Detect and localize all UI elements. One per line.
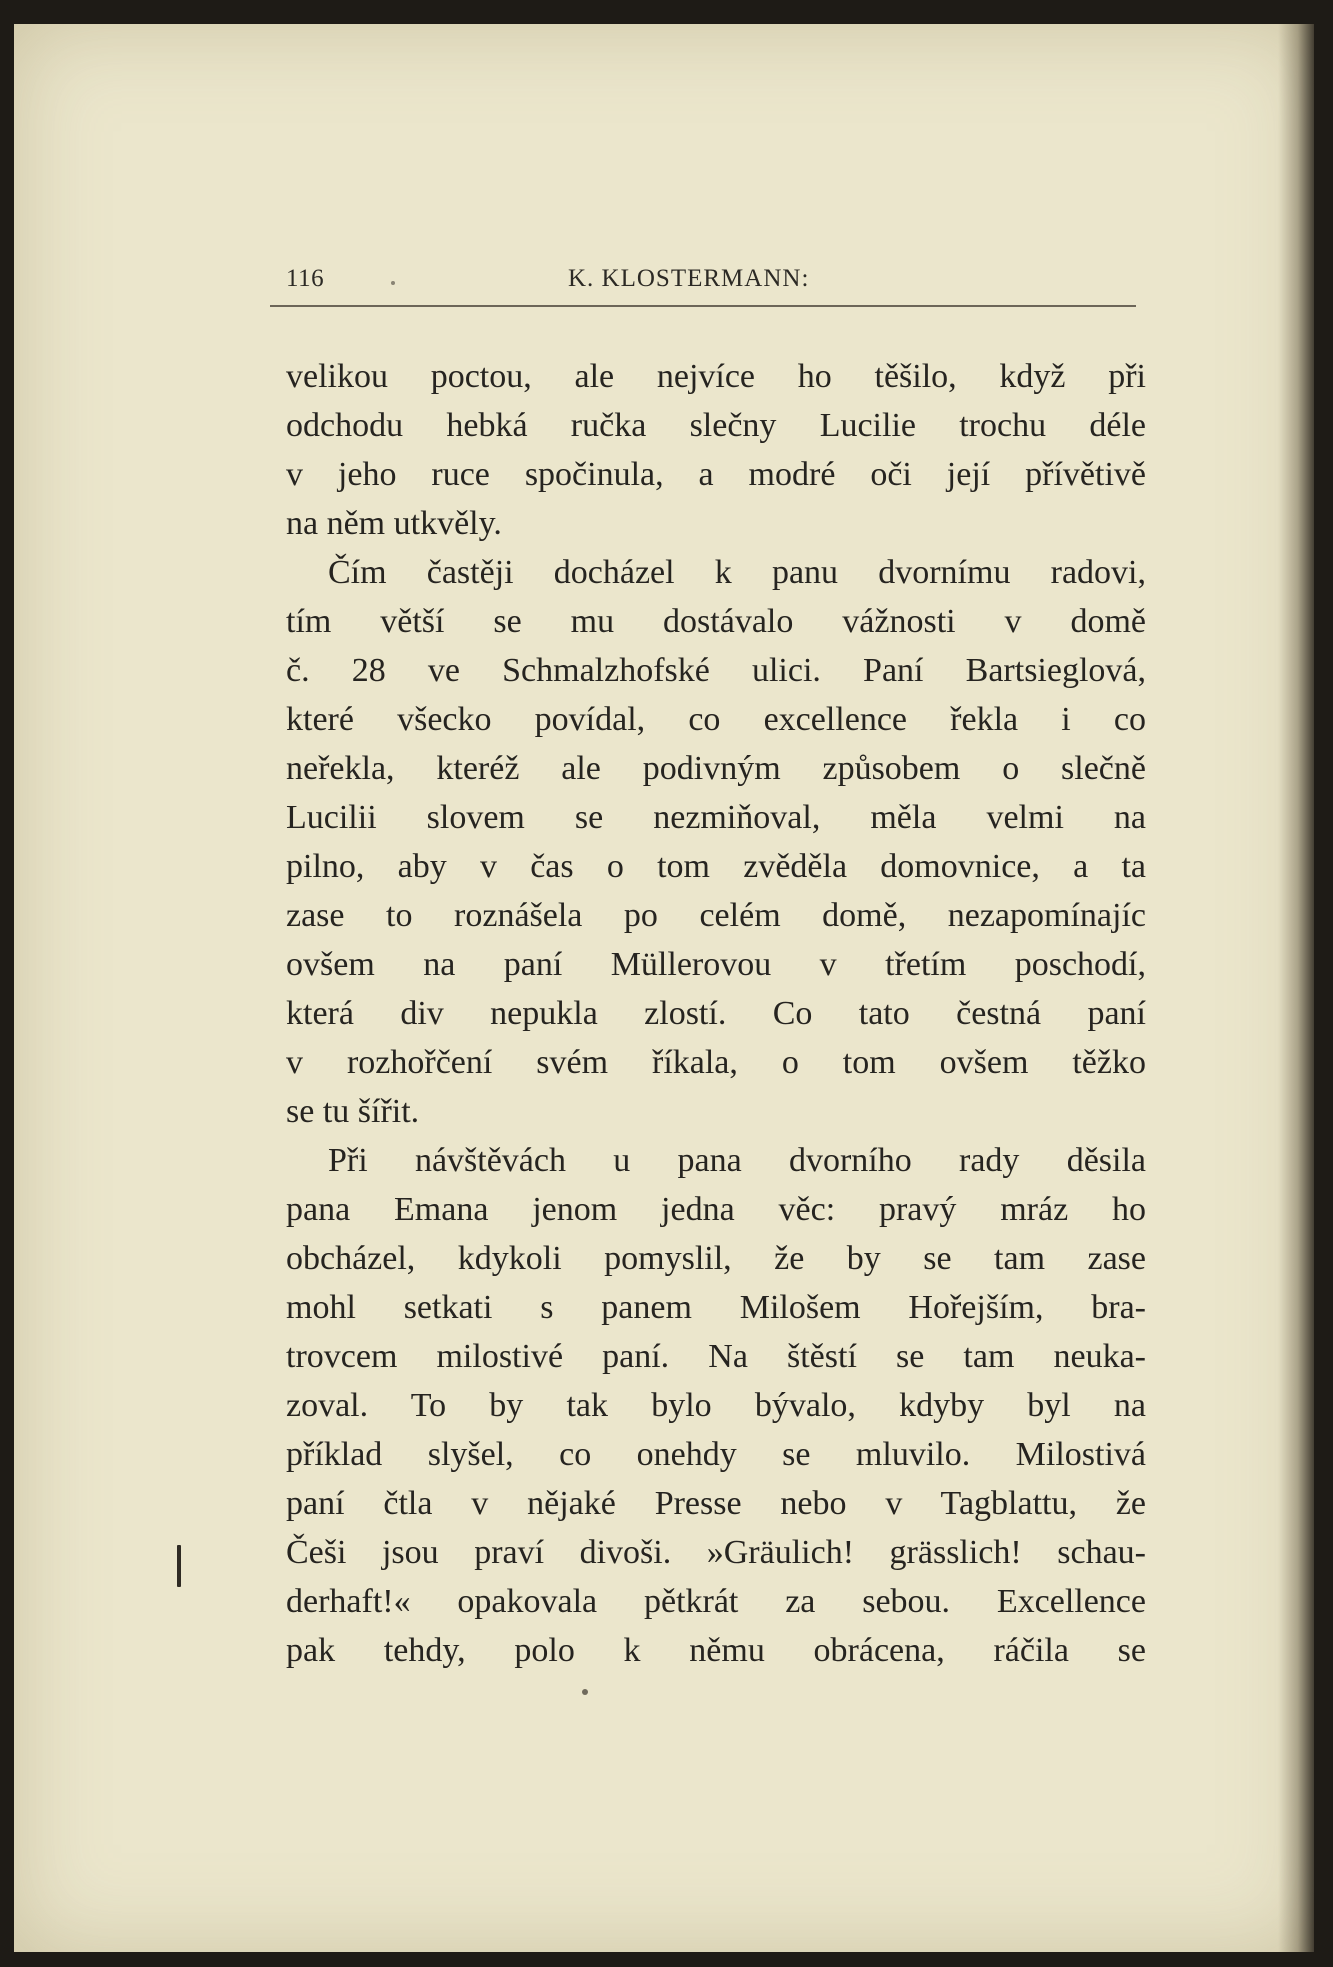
- text-line: v rozhořčení svém říkala, o tom ovšem těžko: [286, 1044, 1146, 1081]
- paragraph-end-line: se tu šířit.: [286, 1093, 420, 1130]
- text-line: pak tehdy, polo k němu obrácena, ráčila se: [286, 1632, 1146, 1669]
- body-text: [286, 352, 1146, 1675]
- text-line: které všecko povídal, co excellence řekla i co: [286, 701, 1146, 738]
- text-line: zoval. To by tak bylo bývalo, kdyby byl na: [286, 1387, 1146, 1424]
- text-line: mohl setkati s panem Milošem Hořejším, bra-: [286, 1289, 1146, 1326]
- paragraph-end-line: na něm utkvěly.: [286, 505, 502, 542]
- text-line: odchodu hebká ručka slečny Lucilie trochu déle: [286, 407, 1146, 444]
- text-line: Lucilii slovem se nezmiňoval, měla velmi na: [286, 799, 1146, 836]
- ink-spot: [582, 1689, 588, 1695]
- text-line: pana Emana jenom jedna věc: pravý mráz ho: [286, 1191, 1146, 1228]
- text-line: příklad slyšel, co onehdy se mluvilo. Milostivá: [286, 1436, 1146, 1473]
- text-line: v jeho ruce spočinula, a modré oči její přívětivě: [286, 456, 1146, 493]
- text-line: trovcem milostivé paní. Na štěstí se tam neuka-: [286, 1338, 1146, 1375]
- page-number: 116: [286, 265, 325, 292]
- text-line: velikou poctou, ale nejvíce ho těšilo, když při: [286, 358, 1146, 395]
- text-line: neřekla, kteréž ale podivným způsobem o slečně: [286, 750, 1146, 787]
- running-head: [270, 265, 1136, 307]
- text-line: pilno, aby v čas o tom zvěděla domovnice, a ta: [286, 848, 1146, 885]
- text-line: Češi jsou praví divoši. »Gräulich! grässlich! schau-: [286, 1534, 1146, 1571]
- text-line: obcházel, kdykoli pomyslil, že by se tam zase: [286, 1240, 1146, 1277]
- text-line: tím větší se mu dostávalo vážnosti v domě: [286, 603, 1146, 640]
- text-line: zase to roznášela po celém domě, nezapomínajíc: [286, 897, 1146, 934]
- header-dot: [391, 281, 395, 285]
- text-line: která div nepukla zlostí. Co tato čestná paní: [286, 995, 1146, 1032]
- text-line: č. 28 ve Schmalzhofské ulici. Paní Bartsieglová,: [286, 652, 1146, 689]
- text-line: paní čtla v nějaké Presse nebo v Tagblattu, že: [286, 1485, 1146, 1522]
- paragraph-start-line: Při návštěvách u pana dvorního rady děsila: [328, 1142, 1146, 1179]
- margin-pencil-mark: [177, 1545, 181, 1587]
- paragraph-start-line: Čím častěji docházel k panu dvornímu radovi,: [328, 554, 1146, 591]
- running-head-author: K. KLOSTERMANN:: [568, 265, 810, 292]
- text-line: ovšem na paní Müllerovou v třetím poschodí,: [286, 946, 1146, 983]
- text-line: derhaft!« opakovala pětkrát za sebou. Excellence: [286, 1583, 1146, 1620]
- spine-shadow: [1278, 24, 1314, 1952]
